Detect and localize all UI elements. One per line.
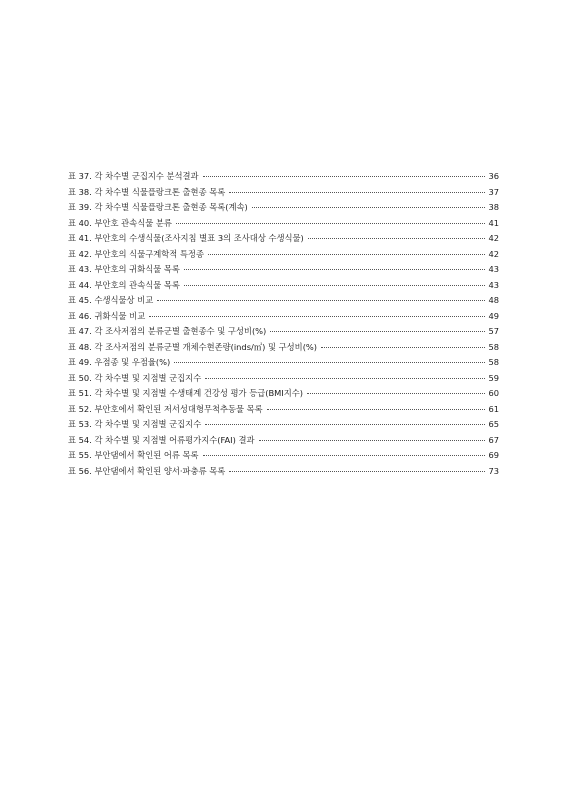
toc-entry-label: 표 39. 각 차수별 식물플랑크톤 출현종 목록(계속)	[68, 202, 248, 212]
dot-leader	[149, 316, 485, 317]
toc-entry-page: 58	[488, 341, 499, 352]
dot-leader	[205, 378, 485, 379]
dot-leader	[184, 269, 485, 270]
toc-entry-label: 표 53. 각 차수별 및 지점별 군집지수	[68, 419, 202, 429]
toc-entry-label: 표 42. 부안호의 식물구계학적 특정종	[68, 248, 204, 259]
toc-entry[interactable]	[68, 355, 499, 371]
toc-entry[interactable]	[68, 417, 499, 433]
toc-entry[interactable]	[68, 309, 499, 325]
dot-leader	[174, 362, 485, 363]
dot-leader	[308, 238, 485, 239]
dot-leader	[252, 207, 485, 208]
toc-entry-label: 표 48. 각 조사저점의 분류군별 개체수현존량(inds/㎡) 및 구성비(%)	[68, 341, 318, 352]
toc-entry[interactable]	[68, 340, 499, 356]
dot-leader	[203, 455, 485, 456]
toc-entry-page: 41	[488, 217, 499, 228]
toc-entry[interactable]	[68, 293, 499, 309]
toc-entry-label: 표 45. 수생식물상 비교	[68, 295, 154, 305]
dot-leader	[321, 347, 485, 348]
toc-entry-page: 49	[488, 310, 499, 321]
toc-entry[interactable]	[68, 278, 499, 294]
toc-entry[interactable]	[68, 200, 499, 216]
toc-entry-label: 표 43. 부안호의 귀화식물 목록	[68, 264, 180, 274]
toc-entry-page: 58	[488, 357, 499, 367]
toc-entry-page: 69	[488, 450, 499, 460]
dot-leader	[157, 300, 485, 301]
dot-leader	[229, 471, 485, 472]
toc-entry-page: 73	[488, 465, 499, 476]
toc-entry[interactable]	[68, 433, 499, 449]
toc-entry-page: 59	[488, 372, 499, 383]
toc-entry-label: 표 40. 부안호 관속식물 분류	[68, 217, 172, 228]
toc-entry[interactable]	[68, 324, 499, 340]
toc-entry-page: 57	[488, 326, 499, 336]
toc-entry-page: 42	[488, 233, 499, 243]
dot-leader	[184, 285, 485, 286]
toc-entry-label: 표 38. 각 차수별 식물플랑크톤 출현종 목록	[68, 186, 226, 197]
toc-entry-page: 43	[488, 279, 499, 290]
toc-entry-label: 표 47. 각 조사저점의 분류군별 출현종수 및 구성비(%)	[68, 326, 267, 336]
toc-entry[interactable]	[68, 247, 499, 263]
dot-leader	[307, 393, 485, 394]
dot-leader	[203, 176, 485, 177]
dot-leader	[259, 440, 485, 441]
dot-leader	[270, 331, 485, 332]
toc-entry[interactable]	[68, 448, 499, 464]
toc-entry-page: 48	[488, 295, 499, 305]
toc-entry-label: 표 50. 각 차수별 및 지점별 군집지수	[68, 372, 202, 383]
toc-entry[interactable]	[68, 464, 499, 480]
toc-entry-label: 표 54. 각 차수별 및 지점별 어류평가지수(FAI) 결과	[68, 434, 255, 445]
toc-entry[interactable]	[68, 262, 499, 278]
dot-leader	[208, 254, 485, 255]
toc-entry-label: 표 44. 부안호의 관속식물 목록	[68, 279, 180, 290]
toc-entry-label: 표 52. 부안호에서 확인된 저서성대형무척추동물 목록	[68, 403, 263, 414]
toc-entry[interactable]	[68, 402, 499, 418]
toc-entry-page: 37	[488, 186, 499, 197]
table-of-contents	[68, 169, 499, 479]
dot-leader	[205, 424, 485, 425]
toc-entry-page: 60	[488, 388, 499, 398]
toc-entry[interactable]	[68, 185, 499, 201]
dot-leader	[267, 409, 485, 410]
toc-entry-label: 표 56. 부안댐에서 확인된 양서·파충류 목록	[68, 465, 226, 476]
toc-entry-label: 표 37. 각 차수별 군집지수 분석결과	[68, 171, 199, 181]
toc-entry-label: 표 41. 부안호의 수생식물(조사지침 별표 3의 조사대상 수생식물)	[68, 233, 304, 243]
toc-entry-page: 65	[488, 419, 499, 429]
dot-leader	[176, 223, 485, 224]
toc-entry[interactable]	[68, 371, 499, 387]
toc-entry-label: 표 55. 부안댐에서 확인된 어류 목록	[68, 450, 199, 460]
toc-entry-label: 표 49. 우점종 및 우점율(%)	[68, 357, 171, 367]
toc-entry-page: 36	[488, 171, 499, 181]
toc-entry-label: 표 46. 귀화식물 비교	[68, 310, 146, 321]
dot-leader	[229, 192, 485, 193]
toc-entry-page: 43	[488, 264, 499, 274]
toc-entry-page: 61	[488, 403, 499, 414]
toc-entry-page: 67	[488, 434, 499, 445]
toc-entry-page: 42	[488, 248, 499, 259]
toc-entry[interactable]	[68, 216, 499, 232]
toc-entry[interactable]	[68, 231, 499, 247]
toc-entry[interactable]	[68, 386, 499, 402]
toc-entry-page: 38	[488, 202, 499, 212]
toc-entry-label: 표 51. 각 차수별 및 지점별 수생태계 건강성 평가 등급(BMI지수)	[68, 388, 304, 398]
toc-entry[interactable]	[68, 169, 499, 185]
